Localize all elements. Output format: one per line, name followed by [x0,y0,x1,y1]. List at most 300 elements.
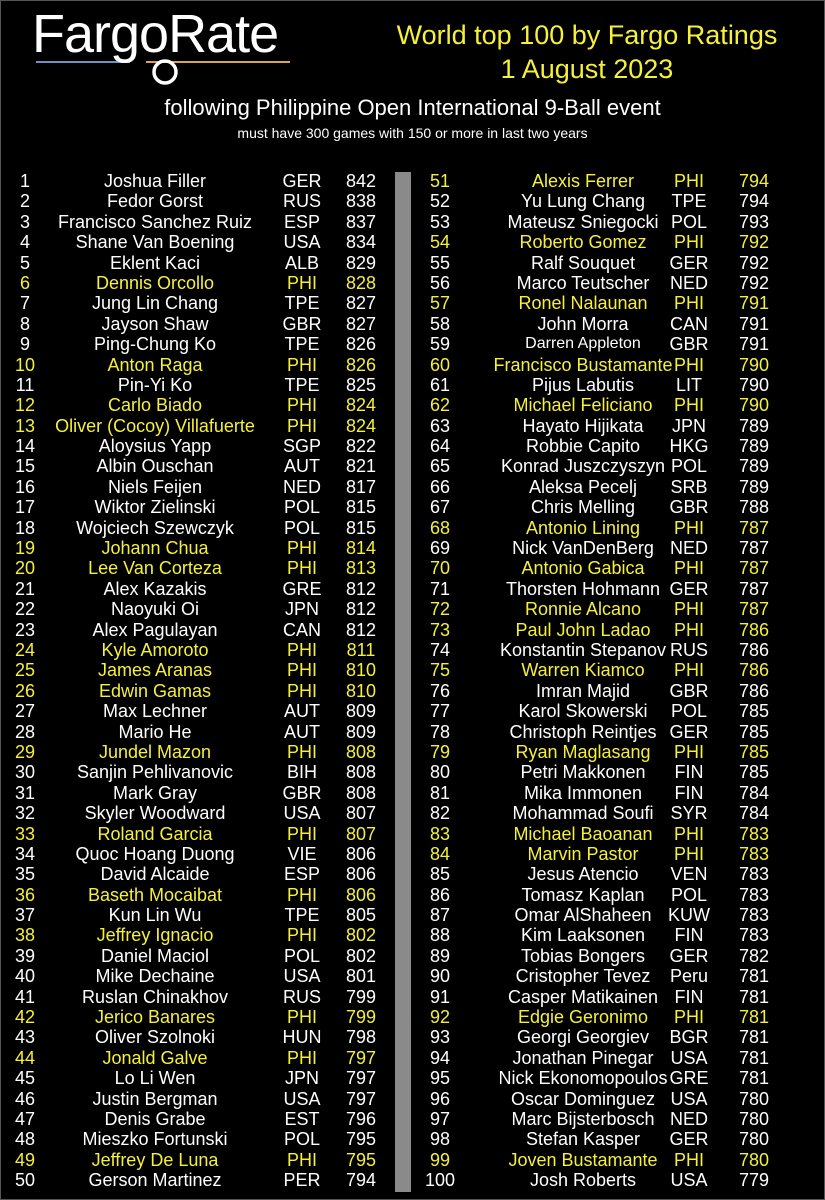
fargo-rating: 827 [345,293,377,314]
country-code: GBR [669,334,709,355]
fargo-rating: 806 [345,843,377,864]
player-name: Pijus Labutis [531,374,635,395]
player-name: Mark Gray [112,782,197,803]
country-code: NED [669,1108,708,1129]
fargo-rating: 824 [345,395,377,416]
rank-cell: 5 [19,252,30,273]
country-code: POL [670,456,708,477]
ranking-row [0,497,395,517]
ranking-row [411,497,825,517]
fargo-rating: 810 [345,680,377,701]
country-code: PHI [673,599,704,620]
ranking-row [411,579,825,599]
country-code: AUT [284,701,320,722]
rank-cell: 8 [19,313,30,334]
ranking-row [0,946,395,966]
rank-cell: 14 [14,436,36,457]
country-code: PHI [673,741,704,762]
fargo-rating: 781 [738,1007,770,1028]
ranking-row [0,722,395,742]
player-name: Mieszko Fortunski [82,1129,228,1150]
country-code: BIH [286,762,317,783]
ranking-row [0,803,395,823]
country-code: RUS [282,986,321,1007]
player-name: Oliver Szolnoki [94,1027,216,1048]
ranking-row [0,395,395,415]
rank-cell: 60 [429,354,451,375]
country-code: PHI [673,232,704,253]
fargo-rating: 825 [345,374,377,395]
fargo-rating: 797 [345,1088,377,1109]
country-code: VIE [287,843,317,864]
rank-cell: 52 [429,191,451,212]
ranking-row [411,538,825,558]
rank-cell: 95 [429,1068,451,1089]
player-name: Tobias Bongers [520,945,646,966]
country-code: USA [670,1047,708,1068]
rank-cell: 43 [14,1027,36,1048]
country-code: PHI [673,843,704,864]
player-name: Marco Teutscher [516,272,650,293]
ranking-row [411,620,825,640]
player-name: Omar AlShaheen [514,905,652,926]
country-code: POL [670,884,708,905]
rank-cell: 51 [429,171,451,191]
country-code: GBR [282,782,322,803]
ranking-row [0,885,395,905]
rank-cell: 75 [429,660,451,681]
ranking-row [411,375,825,395]
rank-cell: 35 [14,864,36,885]
ranking-row [411,456,825,476]
player-name: Antonio Gabica [521,558,645,579]
country-code: TPE [284,374,320,395]
country-code: LIT [675,374,702,395]
country-code: PHI [286,884,317,905]
country-code: GER [669,252,709,273]
ranking-row [0,538,395,558]
fargo-rating: 790 [738,395,770,416]
fargo-rating: 834 [345,232,377,253]
ranking-row [411,395,825,415]
country-code: ESP [283,864,321,885]
fargo-rating: 842 [345,171,377,191]
ranking-row [0,436,395,456]
rank-cell: 19 [14,538,36,559]
player-name: Jeffrey De Luna [91,1149,219,1170]
fargo-rating: 785 [738,721,770,742]
rank-cell: 59 [429,334,451,355]
fargo-rating: 811 [346,639,376,660]
column-divider [395,172,411,1192]
rank-cell: 54 [429,232,451,253]
ranking-row [0,783,395,803]
country-code: NED [282,476,321,497]
player-name: Dennis Orcollo [95,272,215,293]
rank-cell: 3 [19,211,30,232]
rank-cell: 13 [14,415,36,436]
player-name: Konrad Juszczyszyn [500,456,666,477]
fargo-rating: 794 [738,171,770,191]
country-code: NED [669,272,708,293]
country-code: GBR [669,680,709,701]
ranking-row [0,1089,395,1109]
fargo-rating: 808 [345,741,377,762]
rank-cell: 25 [14,660,36,681]
rank-cell: 23 [14,619,36,640]
player-name: Nick VanDenBerg [512,538,654,559]
fargo-rating: 826 [345,334,377,355]
rank-cell: 26 [14,680,36,701]
player-name: Edwin Gamas [98,680,212,701]
country-code: CAN [669,313,708,334]
player-name: Jesus Atencio [527,864,639,885]
fargo-rating: 808 [345,762,377,783]
country-code: PHI [286,395,317,416]
ranking-row [0,1007,395,1027]
player-name: Niels Feijen [107,476,203,497]
ranking-row [0,477,395,497]
ranking-row [411,640,825,660]
country-code: GRE [282,578,322,599]
fargo-rating: 813 [345,558,377,579]
rank-cell: 62 [429,395,451,416]
rank-cell: 61 [429,374,451,395]
ranking-row [0,1129,395,1149]
ranking-row [0,273,395,293]
player-name: Konstantin Stepanov [499,639,667,660]
title-line-2: 1 August 2023 [500,54,674,84]
country-code: TPE [671,191,707,212]
fargorate-logo [30,2,330,92]
player-name: Ryan Maglasang [515,741,651,762]
fargo-rating: 779 [738,1170,770,1191]
player-name: John Morra [537,313,629,334]
player-name: Petri Makkonen [520,762,646,783]
rank-cell: 40 [14,966,36,987]
fargo-rating: 821 [345,456,377,477]
rank-cell: 53 [429,211,451,232]
country-code: VEN [670,864,708,885]
player-name: Kyle Amoroto [101,639,209,660]
country-code: FIN [674,762,704,783]
ranking-row [0,355,395,375]
player-name: Thorsten Hohmann [505,578,661,599]
fargo-rating: 807 [345,823,377,844]
rank-cell: 87 [429,905,451,926]
player-name: Edgie Geronimo [517,1007,649,1028]
country-code: PHI [673,517,704,538]
fargo-rating: 807 [345,803,377,824]
rank-cell: 30 [14,762,36,783]
rank-cell: 67 [429,497,451,518]
rank-cell: 28 [14,721,36,742]
fargo-rating: 790 [738,354,770,375]
rank-cell: 99 [429,1149,451,1170]
player-name: Paul John Ladao [515,619,651,640]
rank-cell: 92 [429,1007,451,1028]
country-code: PHI [673,1149,704,1170]
subtitle: following Philippine Open International 9-Ball event [164,95,661,120]
fargo-rating: 787 [738,599,770,620]
country-code: FIN [674,986,704,1007]
country-code: GER [669,1129,709,1150]
fargo-rating: 786 [738,619,770,640]
player-name: Darren Appleton [525,335,641,353]
rank-cell: 84 [429,843,451,864]
player-name: Wiktor Zielinski [94,497,216,518]
country-code: PHI [286,741,317,762]
fargo-rating: 798 [345,1027,377,1048]
ranking-row [411,171,825,191]
fargo-rating: 789 [738,476,770,497]
player-name: Francisco Bustamante [493,354,673,375]
player-name: Denis Grabe [104,1108,206,1129]
player-name: Casper Matikainen [507,986,659,1007]
fargo-rating: 799 [345,1007,377,1028]
ranking-row [411,558,825,578]
fargo-rating: 822 [345,436,377,457]
fargo-rating: 805 [345,905,377,926]
fargo-rating: 780 [738,1149,770,1170]
player-name: Jonathan Pinegar [512,1047,654,1068]
logo-text: FargoRate [32,4,279,64]
player-name: Georgi Georgiev [516,1027,650,1048]
fargo-rating: 815 [345,497,377,518]
rank-cell: 79 [429,741,451,762]
country-code: POL [283,517,321,538]
player-name: Chris Melling [530,497,636,518]
rank-cell: 34 [14,843,36,864]
ranking-row [411,273,825,293]
ranking-row [411,293,825,313]
player-name: Michael Baoanan [513,823,653,844]
ranking-row [411,966,825,986]
fargo-rating: 787 [738,578,770,599]
rank-cell: 32 [14,803,36,824]
rank-cell: 31 [14,782,36,803]
player-name: Lee Van Corteza [88,558,222,579]
fargo-rating: 801 [345,966,377,987]
ranking-row [0,844,395,864]
fargo-rating: 812 [345,599,377,620]
ranking-row [411,925,825,945]
fargo-rating: 794 [345,1170,377,1191]
player-name: Francisco Sanchez Ruiz [57,211,253,232]
rank-cell: 7 [19,293,30,314]
fargo-rating: 786 [738,639,770,660]
ranking-row [0,191,395,211]
country-code: PHI [673,293,704,314]
country-code: JPN [284,1068,319,1089]
ranking-row [0,742,395,762]
fargo-rating: 781 [738,1027,770,1048]
fargo-rating: 837 [345,211,377,232]
rank-cell: 48 [14,1129,36,1150]
country-code: POL [670,701,708,722]
fargo-rating: 786 [738,660,770,681]
player-name: Skyler Woodward [84,803,226,824]
player-name: Oliver (Cocoy) Villafuerte [55,415,255,436]
ranking-row [0,966,395,986]
country-code: GBR [669,497,709,518]
fargo-rating: 799 [345,986,377,1007]
country-code: PHI [286,1047,317,1068]
ranking-row [0,987,395,1007]
player-name: Alex Pagulayan [92,619,218,640]
fargo-rating: 795 [345,1129,377,1150]
country-code: PHI [286,1007,317,1028]
ranking-row [0,1048,395,1068]
ranking-row [411,722,825,742]
rank-cell: 86 [429,884,451,905]
rank-cell: 98 [429,1129,451,1150]
rank-cell: 89 [429,945,451,966]
fargo-rating: 791 [738,334,770,355]
ranking-row [0,314,395,334]
player-name: Mario He [118,721,192,742]
fargo-rating: 783 [738,823,770,844]
fargo-rating: 838 [345,191,377,212]
ranking-column-left [0,171,395,1191]
rank-cell: 57 [429,293,451,314]
country-code: AUT [284,456,320,477]
player-name: Oscar Dominguez [510,1088,656,1109]
ranking-row [0,1027,395,1047]
country-code: POL [283,1129,321,1150]
player-name: Robbie Capito [525,436,641,457]
country-code: PHI [286,680,317,701]
country-code: USA [283,232,321,253]
ranking-row [411,701,825,721]
rank-cell: 47 [14,1108,36,1129]
country-code: GER [282,171,322,191]
fargo-rating: 829 [345,252,377,273]
country-code: PHI [286,639,317,660]
rank-cell: 66 [429,476,451,497]
fargo-rating: 786 [738,680,770,701]
ranking-row [0,824,395,844]
rank-cell: 6 [19,272,30,293]
fargo-rating: 792 [738,232,770,253]
rank-cell: 15 [14,456,36,477]
player-name: Roberto Gomez [519,232,647,253]
rank-cell: 78 [429,721,451,742]
player-name: Cristopher Tevez [515,966,651,987]
ranking-row [411,232,825,252]
ranking-row [0,1068,395,1088]
rank-cell: 70 [429,558,451,579]
country-code: RUS [282,191,321,212]
eligibility-note: must have 300 games with 150 or more in last two years [237,125,588,141]
fargo-rating: 785 [738,701,770,722]
rank-cell: 80 [429,762,451,783]
player-name: Alexis Ferrer [531,171,634,191]
fargo-rating: 793 [738,211,770,232]
country-code: ESP [283,211,321,232]
ranking-row [411,681,825,701]
rank-cell: 93 [429,1027,451,1048]
rank-cell: 94 [429,1047,451,1068]
player-name: Imran Majid [535,680,631,701]
fargo-rating: 789 [738,415,770,436]
country-code: SGP [282,436,321,457]
player-name: Kun Lin Wu [108,905,202,926]
rank-cell: 65 [429,456,451,477]
fargo-rating: 824 [345,415,377,436]
fargo-rating: 785 [738,762,770,783]
ranking-row [411,334,825,354]
country-code: POL [283,497,321,518]
ranking-row [411,416,825,436]
country-code: USA [283,1088,321,1109]
ranking-row [0,558,395,578]
player-name: Aloysius Yapp [98,436,212,457]
player-name: Naoyuki Oi [110,599,200,620]
fargo-rating: 792 [738,252,770,273]
player-name: Mika Immonen [523,782,643,803]
rank-cell: 83 [429,823,451,844]
ranking-row [411,783,825,803]
fargo-rating: 812 [345,619,377,640]
rank-cell: 42 [14,1007,36,1028]
fargo-rating: 815 [345,517,377,538]
fargo-rating: 780 [738,1129,770,1150]
player-name: Fedor Gorst [106,191,204,212]
ranking-row [0,518,395,538]
rank-cell: 55 [429,252,451,273]
country-code: GRE [669,1068,709,1089]
rank-cell: 11 [15,374,35,395]
ranking-row [0,456,395,476]
player-name: Christoph Reintjes [509,721,657,742]
rank-cell: 97 [429,1108,451,1129]
fargo-rating: 783 [738,925,770,946]
ranking-row [411,885,825,905]
ranking-row [0,640,395,660]
ranking-row [0,620,395,640]
player-name: Jayson Shaw [101,313,209,334]
page-title [372,18,802,86]
country-code: PHI [286,925,317,946]
rank-cell: 27 [14,701,36,722]
rank-cell: 39 [14,945,36,966]
rank-cell: 69 [429,538,451,559]
country-code: HKG [669,436,709,457]
rank-cell: 91 [429,986,451,1007]
country-code: JPN [671,415,706,436]
player-name: Ruslan Chinakhov [81,986,229,1007]
rank-cell: 44 [14,1047,36,1068]
fargo-rating: 797 [345,1068,377,1089]
country-code: POL [670,211,708,232]
fargo-rating: 787 [738,517,770,538]
rank-cell: 85 [429,864,451,885]
country-code: CAN [282,619,321,640]
fargo-rating: 782 [738,945,770,966]
fargo-rating: 791 [738,313,770,334]
ranking-row [411,1109,825,1129]
ranking-row [0,171,395,191]
rank-cell: 77 [429,701,451,722]
player-name: Gerson Martinez [88,1170,222,1191]
country-code: RUS [669,639,708,660]
fargo-rating: 781 [738,1068,770,1089]
rank-cell: 46 [14,1088,36,1109]
ranking-row [411,864,825,884]
player-name: Ronnie Alcano [524,599,642,620]
rank-cell: 36 [14,884,36,905]
